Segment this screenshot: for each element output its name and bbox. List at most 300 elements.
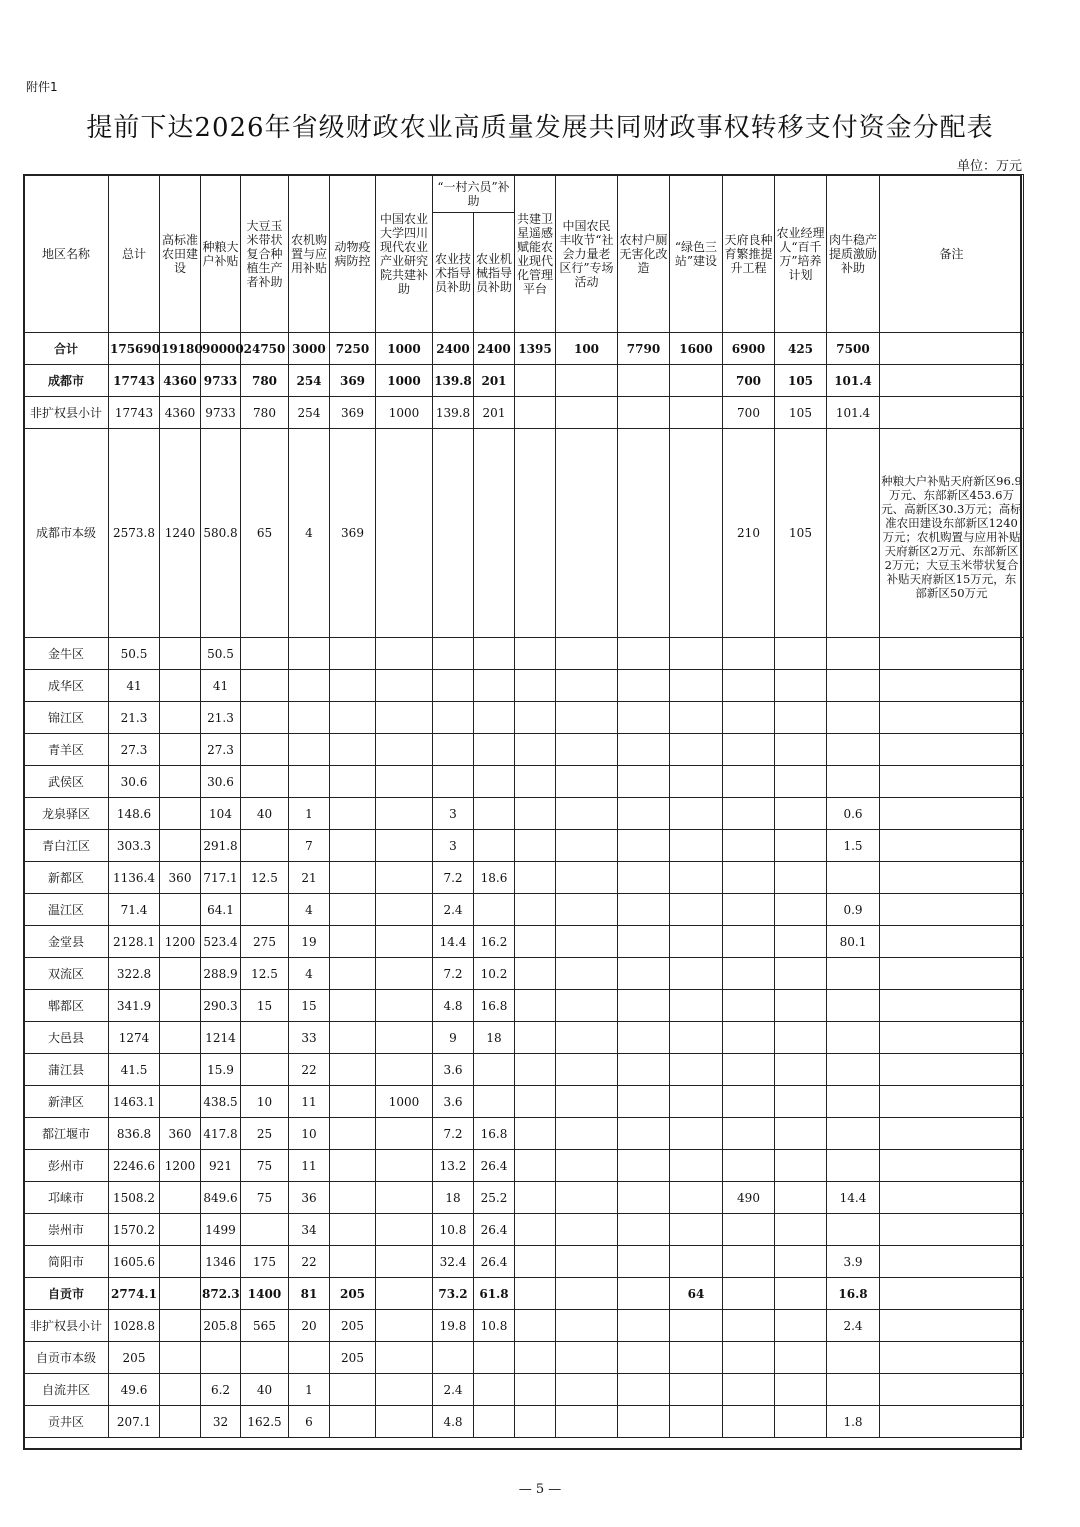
value-cell: 1.8 [827, 1406, 880, 1438]
allocation-table [23, 174, 1024, 1438]
value-cell [330, 1374, 376, 1406]
table-row [24, 766, 1024, 798]
value-cell: 36 [289, 1182, 330, 1214]
value-cell [515, 365, 556, 397]
value-cell [515, 798, 556, 830]
value-cell [241, 702, 289, 734]
table-row [24, 830, 1024, 862]
note-cell [880, 1182, 1024, 1214]
region-name-cell: 郫都区 [24, 990, 109, 1022]
col-header-group: “一村六员”补助 [433, 175, 515, 213]
value-cell: 71.4 [109, 894, 160, 926]
note-cell [880, 1406, 1024, 1438]
value-cell [556, 958, 618, 990]
value-cell: 6.2 [201, 1374, 241, 1406]
region-name-cell: 龙泉驿区 [24, 798, 109, 830]
value-cell [827, 1054, 880, 1086]
value-cell [618, 365, 670, 397]
value-cell [241, 638, 289, 670]
value-cell: 15 [241, 990, 289, 1022]
value-cell [556, 1118, 618, 1150]
value-cell: 12.5 [241, 958, 289, 990]
table-row [24, 926, 1024, 958]
value-cell [618, 1086, 670, 1118]
value-cell: 1274 [109, 1022, 160, 1054]
table-row [24, 958, 1024, 990]
value-cell [618, 1246, 670, 1278]
value-cell [376, 1054, 433, 1086]
value-cell [515, 1022, 556, 1054]
value-cell [723, 638, 775, 670]
value-cell [474, 638, 515, 670]
value-cell: 205 [109, 1342, 160, 1374]
value-cell: 41.5 [109, 1054, 160, 1086]
table-row [24, 1374, 1024, 1406]
value-cell [160, 1022, 201, 1054]
value-cell [515, 1054, 556, 1086]
value-cell [670, 830, 723, 862]
value-cell: 32.4 [433, 1246, 474, 1278]
value-cell [515, 958, 556, 990]
value-cell [241, 830, 289, 862]
value-cell [556, 1086, 618, 1118]
value-cell [775, 638, 827, 670]
value-cell: 1200 [160, 1150, 201, 1182]
value-cell: 49.6 [109, 1374, 160, 1406]
value-cell [618, 830, 670, 862]
value-cell: 175690 [109, 333, 160, 365]
value-cell: 4 [289, 429, 330, 638]
col-header-satellite: 共建卫星遥感赋能农业现代化管理平台 [515, 175, 556, 333]
value-cell [330, 638, 376, 670]
value-cell: 16.8 [474, 1118, 515, 1150]
value-cell [723, 1150, 775, 1182]
value-cell [556, 926, 618, 958]
value-cell [474, 766, 515, 798]
region-name-cell: 非扩权县小计 [24, 397, 109, 429]
value-cell [556, 990, 618, 1022]
value-cell [160, 1214, 201, 1246]
value-cell [241, 734, 289, 766]
value-cell: 1600 [670, 333, 723, 365]
value-cell: 1463.1 [109, 1086, 160, 1118]
value-cell [376, 1022, 433, 1054]
value-cell [376, 766, 433, 798]
value-cell [515, 1150, 556, 1182]
header-row [24, 175, 1024, 213]
value-cell: 16.8 [827, 1278, 880, 1310]
value-cell [556, 702, 618, 734]
value-cell [330, 958, 376, 990]
value-cell: 64.1 [201, 894, 241, 926]
value-cell [556, 638, 618, 670]
value-cell [618, 926, 670, 958]
value-cell [330, 1022, 376, 1054]
table-row [24, 1214, 1024, 1246]
value-cell: 288.9 [201, 958, 241, 990]
region-name-cell: 新津区 [24, 1086, 109, 1118]
note-cell [880, 1022, 1024, 1054]
note-cell [880, 990, 1024, 1022]
value-cell: 3 [433, 798, 474, 830]
value-cell [556, 1310, 618, 1342]
table-row [24, 798, 1024, 830]
value-cell [618, 798, 670, 830]
value-cell [670, 926, 723, 958]
table-row [24, 734, 1024, 766]
value-cell [775, 1374, 827, 1406]
value-cell [618, 862, 670, 894]
value-cell [160, 958, 201, 990]
note-cell [880, 862, 1024, 894]
value-cell: 2774.1 [109, 1278, 160, 1310]
value-cell [433, 670, 474, 702]
value-cell [160, 1278, 201, 1310]
value-cell [618, 1118, 670, 1150]
value-cell [556, 1278, 618, 1310]
value-cell [376, 429, 433, 638]
value-cell [330, 702, 376, 734]
value-cell: 17743 [109, 365, 160, 397]
value-cell [618, 1150, 670, 1182]
value-cell [775, 894, 827, 926]
value-cell [723, 1214, 775, 1246]
value-cell: 13.2 [433, 1150, 474, 1182]
value-cell [827, 1342, 880, 1374]
value-cell [330, 1182, 376, 1214]
value-cell: 17743 [109, 397, 160, 429]
value-cell [556, 670, 618, 702]
value-cell [775, 766, 827, 798]
value-cell: 207.1 [109, 1406, 160, 1438]
value-cell: 1000 [376, 1086, 433, 1118]
value-cell [775, 702, 827, 734]
value-cell: 7500 [827, 333, 880, 365]
note-cell [880, 638, 1024, 670]
value-cell [827, 670, 880, 702]
value-cell: 205 [330, 1278, 376, 1310]
col-header-beef: 肉牛稳产提质激励补助 [827, 175, 880, 333]
value-cell: 490 [723, 1182, 775, 1214]
value-cell [618, 397, 670, 429]
value-cell: 80.1 [827, 926, 880, 958]
col-header-festival: 中国农民丰收节“社会力量老区行”专场活动 [556, 175, 618, 333]
value-cell: 104 [201, 798, 241, 830]
table-row [24, 894, 1024, 926]
region-name-cell: 温江区 [24, 894, 109, 926]
value-cell [474, 1374, 515, 1406]
value-cell [330, 1406, 376, 1438]
col-header-machinery: 农机购置与应用补贴 [289, 175, 330, 333]
value-cell [670, 766, 723, 798]
value-cell [723, 1342, 775, 1374]
value-cell [827, 1086, 880, 1118]
value-cell [827, 1374, 880, 1406]
value-cell [241, 1054, 289, 1086]
table-row [24, 1150, 1024, 1182]
value-cell: 30.6 [201, 766, 241, 798]
value-cell: 425 [775, 333, 827, 365]
value-cell: 1 [289, 798, 330, 830]
note-cell [880, 1374, 1024, 1406]
value-cell: 65 [241, 429, 289, 638]
value-cell [376, 894, 433, 926]
value-cell [670, 990, 723, 1022]
value-cell [556, 1246, 618, 1278]
value-cell: 438.5 [201, 1086, 241, 1118]
value-cell [618, 1406, 670, 1438]
region-name-cell: 贡井区 [24, 1406, 109, 1438]
value-cell: 565 [241, 1310, 289, 1342]
value-cell [827, 862, 880, 894]
value-cell: 24750 [241, 333, 289, 365]
value-cell [723, 926, 775, 958]
value-cell [376, 862, 433, 894]
value-cell: 175 [241, 1246, 289, 1278]
note-cell [880, 365, 1024, 397]
value-cell: 369 [330, 397, 376, 429]
region-name-cell: 双流区 [24, 958, 109, 990]
value-cell [618, 1182, 670, 1214]
col-header-seed: 天府良种育繁推提升工程 [723, 175, 775, 333]
value-cell: 4 [289, 958, 330, 990]
value-cell [289, 670, 330, 702]
value-cell [618, 958, 670, 990]
value-cell [289, 702, 330, 734]
value-cell [515, 1118, 556, 1150]
value-cell: 148.6 [109, 798, 160, 830]
value-cell [556, 830, 618, 862]
value-cell [775, 798, 827, 830]
value-cell: 1499 [201, 1214, 241, 1246]
region-name-cell: 武侯区 [24, 766, 109, 798]
value-cell: 21.3 [109, 702, 160, 734]
value-cell: 75 [241, 1150, 289, 1182]
note-cell [880, 670, 1024, 702]
table-row [24, 1246, 1024, 1278]
value-cell [670, 894, 723, 926]
value-cell [556, 1214, 618, 1246]
attachment-label: 附件1 [26, 80, 58, 94]
value-cell [827, 702, 880, 734]
value-cell [556, 1182, 618, 1214]
value-cell [433, 766, 474, 798]
value-cell [289, 1342, 330, 1374]
region-name-cell: 蒲江县 [24, 1054, 109, 1086]
value-cell: 105 [775, 365, 827, 397]
value-cell [241, 1022, 289, 1054]
value-cell: 700 [723, 397, 775, 429]
value-cell [160, 702, 201, 734]
value-cell [670, 638, 723, 670]
note-cell [880, 1342, 1024, 1374]
value-cell [775, 1182, 827, 1214]
value-cell: 3 [433, 830, 474, 862]
col-header-farmland: 高标准农田建设 [160, 175, 201, 333]
value-cell [775, 670, 827, 702]
value-cell: 11 [289, 1086, 330, 1118]
col-header-soybean: 大豆玉米带状复合种植生产者补助 [241, 175, 289, 333]
value-cell [723, 1054, 775, 1086]
table-row [24, 862, 1024, 894]
value-cell [330, 798, 376, 830]
value-cell [723, 1406, 775, 1438]
value-cell [376, 1150, 433, 1182]
value-cell [515, 926, 556, 958]
value-cell: 14.4 [433, 926, 474, 958]
table-row [24, 1278, 1024, 1310]
value-cell: 12.5 [241, 862, 289, 894]
value-cell: 254 [289, 397, 330, 429]
value-cell [723, 830, 775, 862]
col-header-total: 总计 [109, 175, 160, 333]
value-cell [330, 766, 376, 798]
col-header-toilet: 农村户厕无害化改造 [618, 175, 670, 333]
col-header-cau: 中国农业大学四川现代农业产业研究院共建补助 [376, 175, 433, 333]
value-cell: 139.8 [433, 365, 474, 397]
value-cell [723, 1374, 775, 1406]
value-cell: 7 [289, 830, 330, 862]
value-cell [556, 1054, 618, 1086]
value-cell: 162.5 [241, 1406, 289, 1438]
value-cell: 25.2 [474, 1182, 515, 1214]
value-cell: 290.3 [201, 990, 241, 1022]
value-cell: 849.6 [201, 1182, 241, 1214]
value-cell: 1.5 [827, 830, 880, 862]
value-cell [241, 1342, 289, 1374]
value-cell [618, 734, 670, 766]
value-cell [670, 1054, 723, 1086]
value-cell [376, 734, 433, 766]
note-cell [880, 766, 1024, 798]
region-name-cell: 自贡市本级 [24, 1342, 109, 1374]
col-header-tech: 农业技术指导员补助 [433, 213, 474, 333]
value-cell: 7250 [330, 333, 376, 365]
value-cell [330, 1054, 376, 1086]
value-cell: 7.2 [433, 958, 474, 990]
value-cell [670, 365, 723, 397]
value-cell [670, 1022, 723, 1054]
note-cell [880, 702, 1024, 734]
region-name-cell: 崇州市 [24, 1214, 109, 1246]
value-cell [515, 670, 556, 702]
value-cell: 341.9 [109, 990, 160, 1022]
value-cell [289, 734, 330, 766]
value-cell: 717.1 [201, 862, 241, 894]
value-cell [160, 638, 201, 670]
table-row [24, 702, 1024, 734]
value-cell [670, 1246, 723, 1278]
value-cell: 580.8 [201, 429, 241, 638]
value-cell [670, 670, 723, 702]
value-cell [556, 894, 618, 926]
value-cell: 360 [160, 1118, 201, 1150]
value-cell [618, 1054, 670, 1086]
value-cell [474, 894, 515, 926]
table-row [24, 365, 1024, 397]
value-cell [723, 1118, 775, 1150]
value-cell [515, 1406, 556, 1438]
value-cell: 10 [241, 1086, 289, 1118]
table-row [24, 333, 1024, 365]
value-cell: 205.8 [201, 1310, 241, 1342]
note-cell [880, 894, 1024, 926]
value-cell: 7.2 [433, 862, 474, 894]
region-name-cell: 非扩权县小计 [24, 1310, 109, 1342]
value-cell [515, 734, 556, 766]
value-cell [376, 1246, 433, 1278]
value-cell: 22 [289, 1054, 330, 1086]
table-row [24, 990, 1024, 1022]
value-cell: 3.9 [827, 1246, 880, 1278]
value-cell: 4360 [160, 397, 201, 429]
value-cell [330, 990, 376, 1022]
region-name-cell: 都江堰市 [24, 1118, 109, 1150]
table-row [24, 1310, 1024, 1342]
value-cell: 19180 [160, 333, 201, 365]
value-cell: 360 [160, 862, 201, 894]
table-row [24, 1406, 1024, 1438]
value-cell [775, 734, 827, 766]
value-cell [827, 958, 880, 990]
value-cell [775, 1022, 827, 1054]
value-cell: 105 [775, 429, 827, 638]
value-cell [474, 1342, 515, 1374]
value-cell [827, 990, 880, 1022]
value-cell [376, 670, 433, 702]
value-cell: 40 [241, 798, 289, 830]
value-cell [376, 1278, 433, 1310]
value-cell: 33 [289, 1022, 330, 1054]
value-cell: 1240 [160, 429, 201, 638]
value-cell: 139.8 [433, 397, 474, 429]
value-cell [515, 990, 556, 1022]
value-cell [330, 926, 376, 958]
table-row [24, 397, 1024, 429]
region-name-cell: 青羊区 [24, 734, 109, 766]
value-cell: 4.8 [433, 990, 474, 1022]
value-cell: 61.8 [474, 1278, 515, 1310]
value-cell [160, 798, 201, 830]
value-cell: 21 [289, 862, 330, 894]
value-cell [330, 830, 376, 862]
value-cell: 523.4 [201, 926, 241, 958]
value-cell [618, 766, 670, 798]
value-cell: 1200 [160, 926, 201, 958]
value-cell [670, 1342, 723, 1374]
value-cell [723, 958, 775, 990]
table-row [24, 1086, 1024, 1118]
value-cell [376, 1182, 433, 1214]
value-cell [515, 702, 556, 734]
value-cell [723, 894, 775, 926]
value-cell: 921 [201, 1150, 241, 1182]
value-cell [160, 670, 201, 702]
value-cell [670, 397, 723, 429]
value-cell: 6 [289, 1406, 330, 1438]
note-cell [880, 333, 1024, 365]
note-cell [880, 926, 1024, 958]
value-cell [618, 702, 670, 734]
value-cell: 41 [109, 670, 160, 702]
value-cell: 1605.6 [109, 1246, 160, 1278]
value-cell [556, 1374, 618, 1406]
value-cell: 11 [289, 1150, 330, 1182]
value-cell: 205 [330, 1310, 376, 1342]
table-row [24, 1118, 1024, 1150]
value-cell [376, 1118, 433, 1150]
col-header-note: 备注 [880, 175, 1024, 333]
